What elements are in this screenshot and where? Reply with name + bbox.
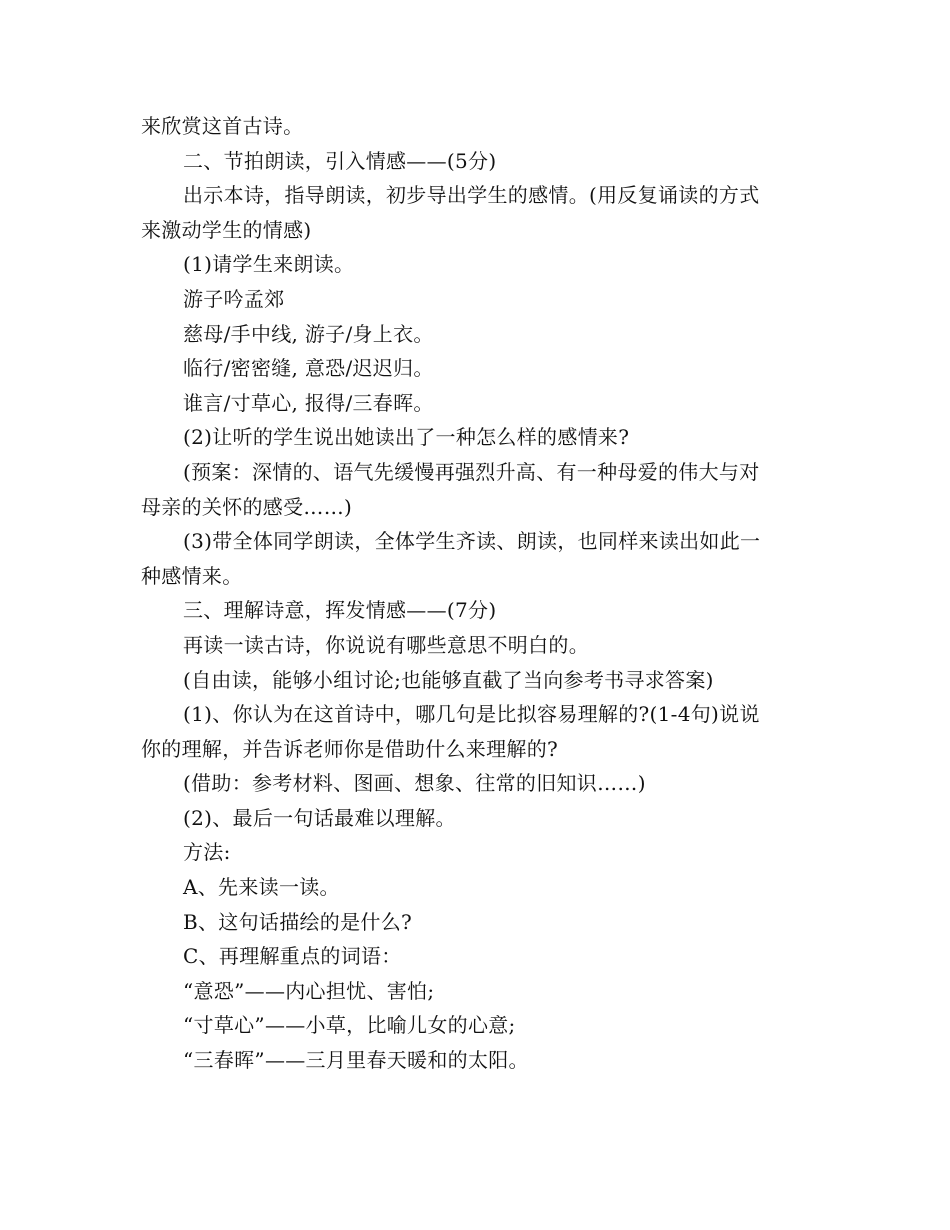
vocab-line-3: “三春晖”——三月里春天暖和的太阳。 — [183, 1048, 529, 1073]
text-line-11: (预案：深情的、语气先缓慢再强烈升高、有一种母爱的伟大与对 — [183, 459, 760, 484]
text-line-5: (1)请学生来朗读。 — [183, 252, 355, 277]
text-line-1: 来欣赏这首古诗。 — [141, 114, 304, 138]
poem-line-1: 慈母/手中线, 游子/身上衣。 — [183, 321, 434, 346]
vocab-line-1: “意恐”——内心担忧、害怕; — [183, 978, 435, 1003]
section-heading-3: 三、理解诗意，挥发情感——(7分) — [183, 598, 497, 623]
text-line-24: B、这句话描绘的是什么? — [183, 909, 413, 934]
text-line-3: 出示本诗，指导朗读，初步导出学生的感情。(用反复诵读的方式 — [183, 183, 760, 208]
text-line-23: A、先来读一读。 — [183, 875, 340, 900]
text-line-16: 再读一读古诗，你说说有哪些意思不明白的。 — [183, 632, 589, 657]
text-line-17: (自由读，能够小组讨论;也能够直截了当向参考书寻求答案) — [183, 667, 714, 692]
poem-line-2: 临行/密密缝, 意恐/迟迟归。 — [183, 356, 434, 381]
text-line-20: (借助：参考材料、图画、想象、往常的旧知识……) — [183, 771, 646, 796]
section-heading-2: 二、节拍朗读，引入情感——(5分) — [183, 148, 497, 173]
poem-title: 游子吟孟郊 — [183, 286, 285, 311]
text-line-25: C、再理解重点的词语： — [183, 944, 402, 969]
text-line-14: 种感情来。 — [141, 563, 243, 588]
text-line-13: (3)带全体同学朗读，全体学生齐读、朗读，也同样来读出如此一 — [183, 529, 761, 554]
text-line-19: 你的理解，并告诉老师你是借助什么来理解的? — [141, 736, 559, 761]
poem-line-3: 谁言/寸草心, 报得/三春晖。 — [183, 390, 434, 415]
text-line-12: 母亲的关怀的感受……) — [141, 494, 353, 519]
vocab-line-2: “寸草心”——小草，比喻儿女的心意; — [183, 1013, 516, 1038]
text-line-10: (2)让听的学生说出她读出了一种怎么样的感情来? — [183, 425, 630, 450]
text-line-22: 方法: — [183, 840, 231, 865]
text-line-21: (2)、最后一句话最难以理解。 — [183, 805, 456, 830]
text-line-4: 来激动学生的情感) — [141, 217, 312, 242]
text-line-18: (1)、你认为在这首诗中，哪几句是比拟容易理解的?(1-4句)说说 — [183, 702, 760, 727]
